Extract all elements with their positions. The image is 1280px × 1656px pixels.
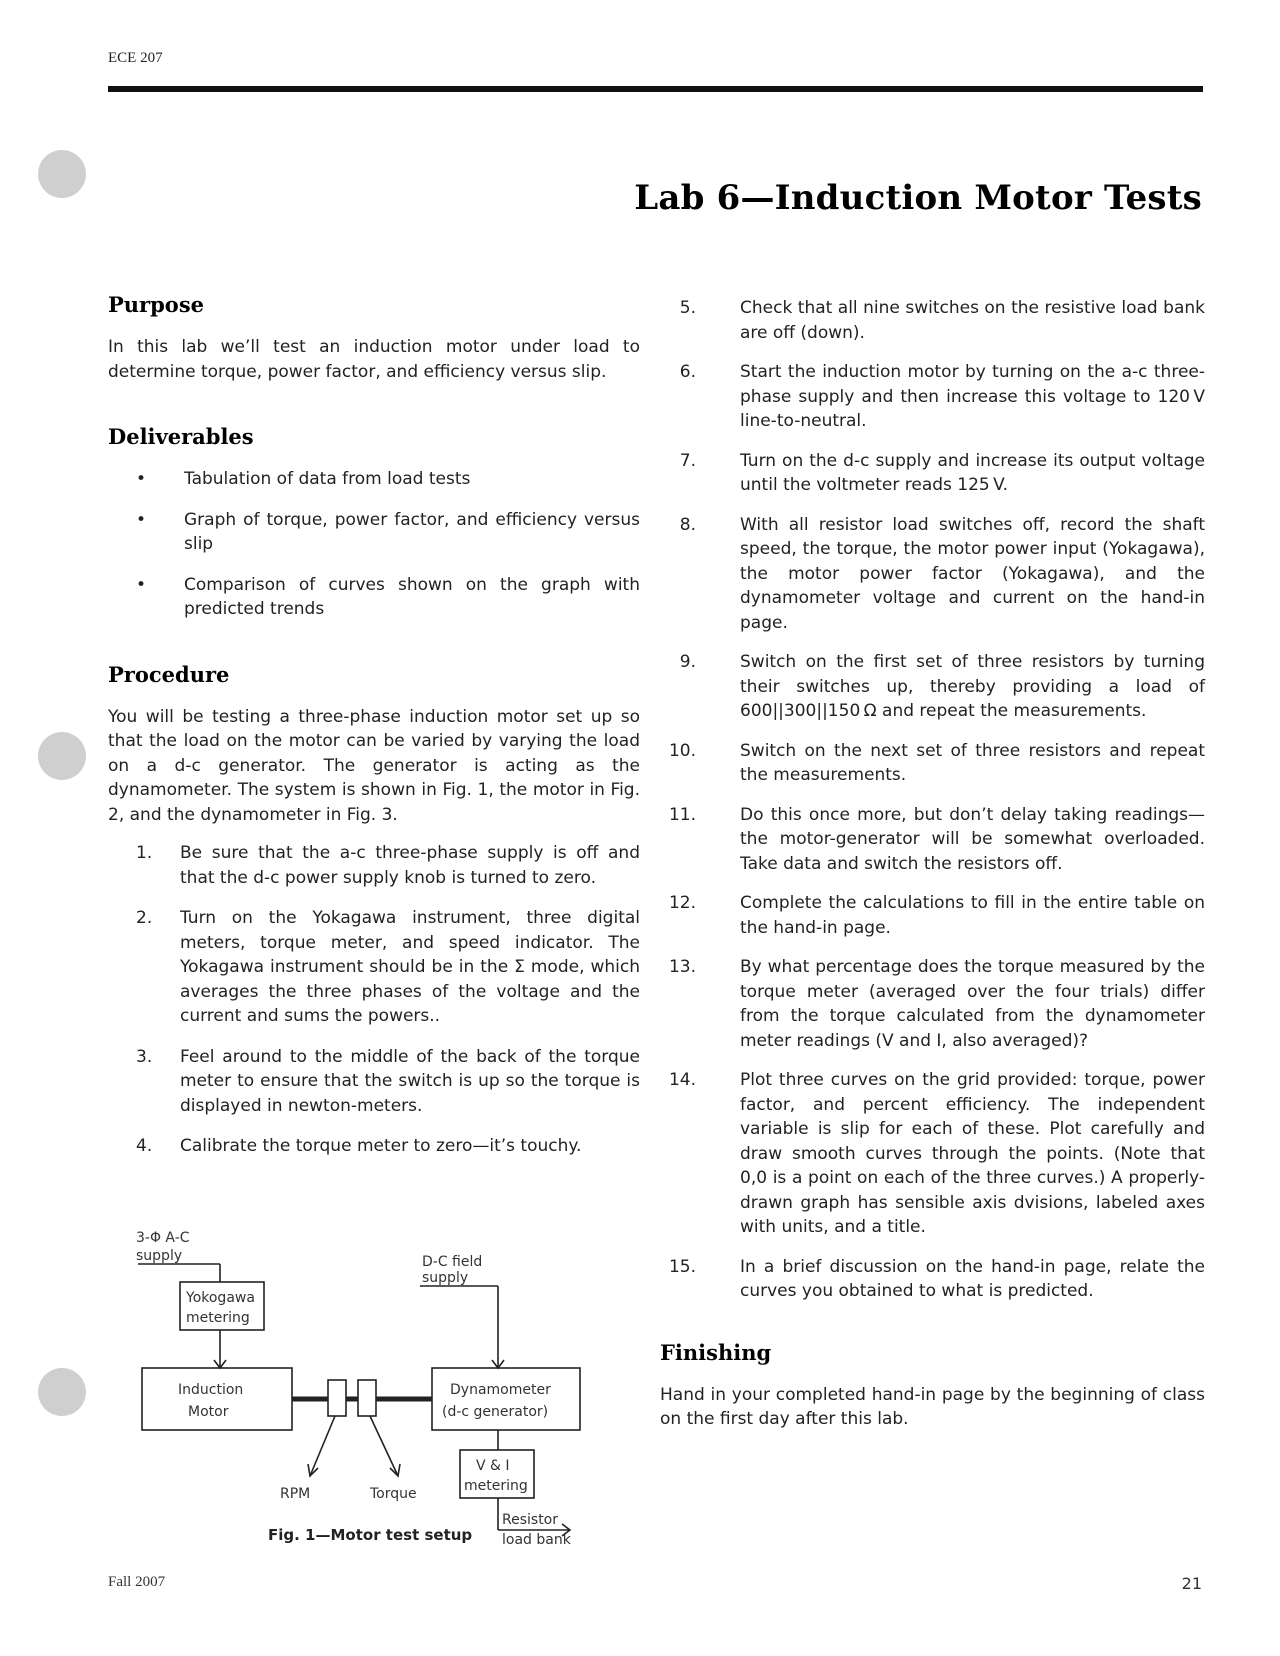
yokogawa-label: Yokogawa <box>186 1290 255 1306</box>
binder-hole-top <box>38 150 86 198</box>
procedure-intro: You will be testing a three-phase induction motor set up so that the load on the motor can be varied by varying the load on a d-c generator. The generator is acting as the dynamometer. The system is shown in Fig. 1, the motor in Fig. 2, and the dynamometer in Fig. 3. <box>108 706 640 825</box>
list-item: 10. Switch on the next set of three resistors and repeat the measurements. <box>668 740 1205 785</box>
list-item: 6. Start the induction motor by turning on the a-c three-phase supply and then increase this voltage to 120 V line-to-neutral. <box>679 362 1205 431</box>
dc-field-label: D-C field <box>422 1254 483 1270</box>
ac-supply-label: 3-Φ A-C <box>136 1230 190 1246</box>
resistor-label: Resistor <box>502 1512 558 1528</box>
torque-label: Torque <box>370 1486 417 1502</box>
dynamometer-box <box>432 1368 580 1430</box>
deliverables-heading: Deliverables <box>108 424 254 449</box>
list-item: • Comparison of curves shown on the graph with predicted trends <box>136 574 640 619</box>
list-item: 12. Complete the calculations to fill in the entire table on the hand-in page. <box>668 893 1205 938</box>
coupling-left <box>328 1380 346 1416</box>
list-item: • Graph of torque, power factor, and efficiency versus slip <box>136 509 640 554</box>
dc-field-label-2: supply <box>422 1270 469 1286</box>
resistor-label-2: load bank <box>502 1532 571 1548</box>
bullet-icon: • <box>136 509 147 530</box>
bullet-icon: • <box>136 574 147 595</box>
dynamometer-label-2: (d-c generator) <box>442 1404 549 1420</box>
deliverables-list <box>108 467 640 622</box>
finishing-heading: Finishing <box>660 1339 772 1365</box>
rpm-label: RPM <box>280 1486 311 1502</box>
vi-label-2: metering <box>464 1478 528 1494</box>
list-item: 2. Turn on the Yokagawa instrument, three digital meters, torque meter, and speed indicator. The Yokagawa instrument should be in the Σ mode, which averages the three phases of the voltage and the current and sums the powers.. <box>136 908 640 1026</box>
left-column <box>108 292 640 1159</box>
list-item: 9. Switch on the first set of three resistors by turning their switches up, thereby providing a load of 600||300||150 Ω and repeat the measurements. <box>679 652 1205 721</box>
list-item: 13. By what percentage does the torque measured by the torque meter (averaged over the four trials) differ from the torque calculated from the dynamometer meter readings (V and I, also averaged)? <box>668 957 1205 1051</box>
induction-motor-box <box>142 1368 292 1430</box>
page-number: 21 <box>1181 1574 1202 1593</box>
footer-term: Fall 2007 <box>108 1574 166 1590</box>
ac-supply-label-2: supply <box>136 1248 183 1264</box>
procedure-steps-right <box>660 296 1205 1304</box>
motor-test-setup-diagram <box>130 1228 610 1548</box>
dynamometer-label: Dynamometer <box>450 1382 551 1398</box>
list-item: 7. Turn on the d-c supply and increase its output voltage until the voltmeter reads 125 V. <box>679 450 1205 495</box>
bullet-icon: • <box>136 469 147 489</box>
motor-label: Induction <box>178 1382 244 1398</box>
list-item: 15. In a brief discussion on the hand-in page, relate the curves you obtained to what is predicted. <box>668 1256 1205 1301</box>
purpose-heading: Purpose <box>108 292 204 317</box>
page-title: Lab 6—Induction Motor Tests <box>634 178 1202 218</box>
right-column <box>660 296 1205 1432</box>
yokogawa-label-2: metering <box>186 1310 250 1326</box>
purpose-text: In this lab we’ll test an induction motor under load to determine torque, power factor, and efficiency versus slip. <box>108 337 640 382</box>
list-item: 8. With all resistor load switches off, record the shaft speed, the torque, the motor power input (Yokagawa), the motor power factor (Yokagawa), and the dynamometer voltage and current on the hand-in page. <box>679 514 1205 633</box>
procedure-steps-left <box>108 841 640 1159</box>
vi-label: V & I <box>476 1458 510 1474</box>
list-item: 14. Plot three curves on the grid provided: torque, power factor, and percent efficiency. The independent variable is slip for each of these. Plot carefully and draw smooth curves through the points. (Note that 0,0 is a point on each of the three curves.) A properly-drawn graph has sensible axis dvisions, labeled axes with units, and a title. <box>668 1070 1205 1237</box>
coupling-right <box>358 1380 376 1416</box>
rpm-arrow <box>310 1416 335 1476</box>
list-item: • Tabulation of data from load tests <box>108 467 640 492</box>
list-item: 5. Check that all nine switches on the resistive load bank are off (down). <box>679 298 1205 343</box>
torque-arrow <box>370 1416 398 1476</box>
list-item: 1. Be sure that the a-c three-phase supply is off and that the d-c power supply knob is turned to zero. <box>136 843 640 888</box>
list-item: 3. Feel around to the middle of the back of the torque meter to ensure that the switch is up so the torque is displayed in newton-meters. <box>136 1046 640 1116</box>
motor-label-2: Motor <box>188 1404 229 1420</box>
procedure-heading: Procedure <box>108 661 230 687</box>
figure-caption: Fig. 1—Motor test setup <box>268 1526 473 1544</box>
finishing-text: Hand in your completed hand-in page by the beginning of class on the first day after this lab. <box>660 1384 1205 1429</box>
course-header: ECE 207 <box>108 50 163 66</box>
list-item: 11. Do this once more, but don’t delay taking readings—the motor-generator will be somewhat overloaded. Take data and switch the resistors off. <box>668 804 1205 874</box>
list-item: 4. Calibrate the torque meter to zero—it’s touchy. <box>136 1136 582 1156</box>
header-rule <box>108 86 1203 92</box>
binder-hole-middle <box>38 732 86 780</box>
binder-hole-bottom <box>38 1368 86 1416</box>
